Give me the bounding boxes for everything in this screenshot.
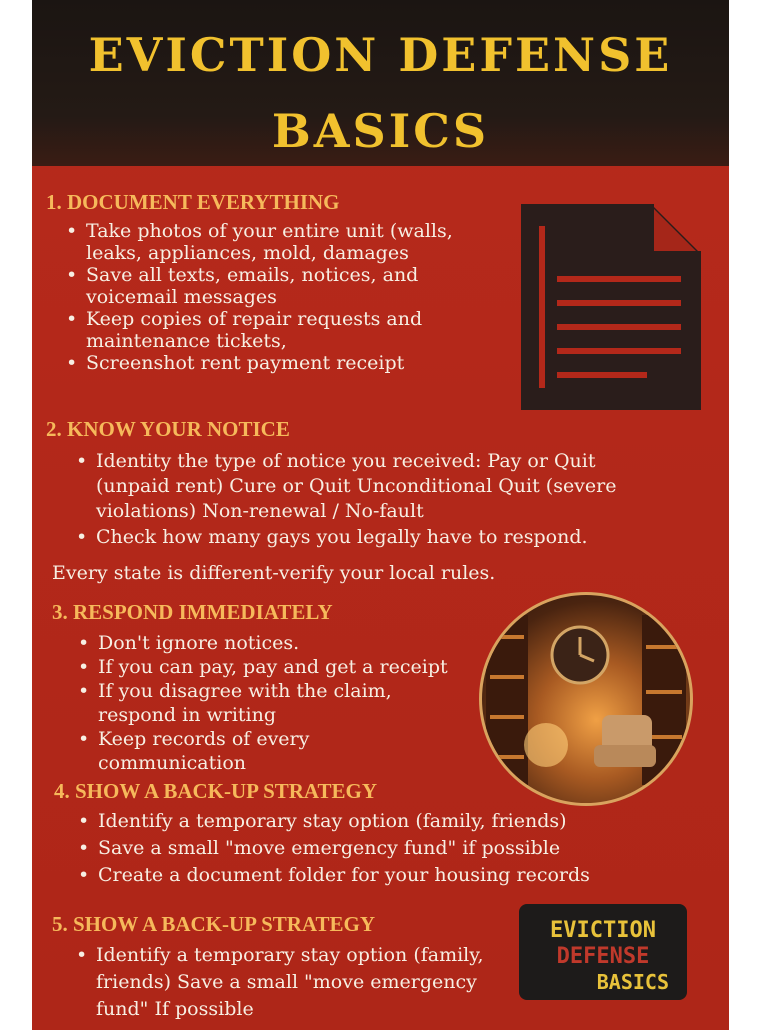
list-item: • Identity the type of notice you received: Pay or Quit (unpaid rent) Cure or Quit Unconditional Quit (severe violations) Non-renewal / No-fault bbox=[70, 449, 670, 524]
logo-line-1: EVICTION bbox=[550, 918, 656, 943]
section-2-list bbox=[70, 449, 670, 550]
eviction-logo bbox=[519, 904, 687, 1000]
section-4-heading: 4. SHOW A BACK-UP STRATEGY bbox=[54, 779, 378, 803]
section-3-list bbox=[72, 631, 477, 775]
document-icon bbox=[521, 204, 701, 410]
title-line-2: BASICS bbox=[271, 104, 490, 158]
section-3-heading: 3. RESPOND IMMEDIATELY bbox=[52, 600, 333, 624]
reading-room-illustration bbox=[479, 592, 693, 806]
header-banner bbox=[32, 0, 729, 166]
section-5-list bbox=[70, 942, 510, 1023]
logo-line-2: DEFENSE bbox=[556, 944, 650, 969]
logo-line-3: BASICS bbox=[596, 970, 669, 994]
section-2-heading: 2. KNOW YOUR NOTICE bbox=[46, 417, 290, 441]
list-item: • If you can pay, pay and get a receipt bbox=[72, 655, 477, 679]
title-line-1: EVICTION DEFENSE bbox=[88, 28, 673, 82]
list-item: • Identify a temporary stay option (family, friends) bbox=[72, 808, 692, 835]
list-item: • Check how many gays you legally have to respond. bbox=[70, 525, 670, 550]
list-item: • Take photos of your entire unit (walls, leaks, appliances, mold, damages bbox=[60, 220, 480, 264]
list-item: • Identify a temporary stay option (family, friends) Save a small "move emergency fund" If possible bbox=[70, 942, 510, 1023]
section-1-heading: 1. DOCUMENT EVERYTHING bbox=[46, 190, 340, 214]
list-item: • If you disagree with the claim, respond in writing bbox=[72, 679, 398, 727]
list-item: • Create a document folder for your housing records bbox=[72, 862, 692, 889]
list-item: • Save a small "move emergency fund" if possible bbox=[72, 835, 692, 862]
poster bbox=[32, 0, 729, 1030]
section-1-list bbox=[60, 220, 480, 374]
list-item: • Screenshot rent payment receipt bbox=[60, 352, 480, 374]
list-item: • Save all texts, emails, notices, and voicemail messages bbox=[60, 264, 480, 308]
list-item: • Keep copies of repair requests and maintenance tickets, bbox=[60, 308, 480, 352]
section-5-heading: 5. SHOW A BACK-UP STRATEGY bbox=[52, 912, 376, 936]
state-rules-note: Every state is different-verify your local rules. bbox=[52, 562, 496, 584]
section-4-list bbox=[72, 808, 692, 889]
list-item: • Don't ignore notices. bbox=[72, 631, 477, 655]
list-item: • Keep records of every communication bbox=[72, 727, 358, 775]
